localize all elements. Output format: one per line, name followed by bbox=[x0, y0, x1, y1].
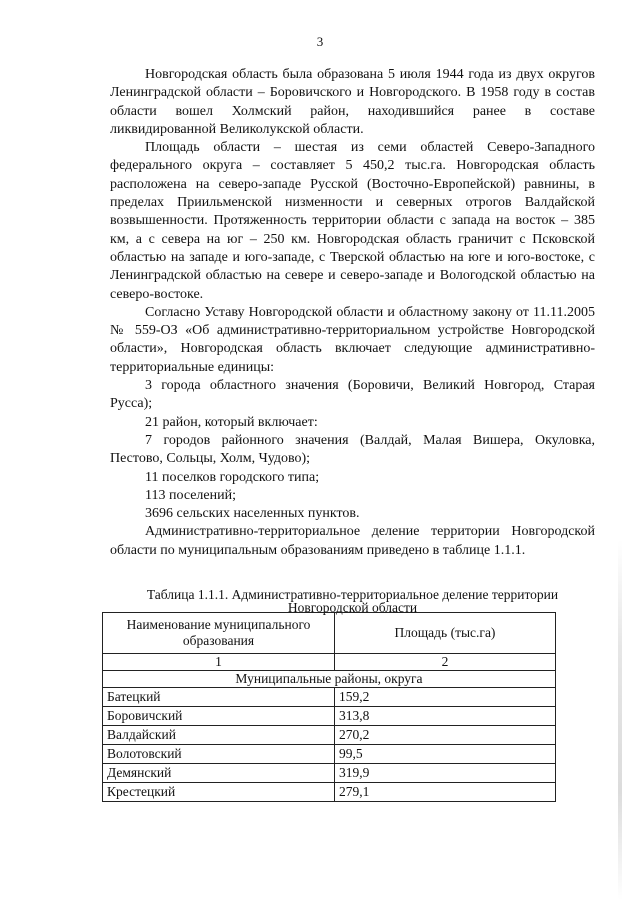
paragraph-charter: Согласно Уставу Новгородской области и областному закону от 11.11.2005 № 559-ОЗ «Об административно-территориальном устройстве Новгородской области», Новгородская область включает следующие административно-территориальные единицы: bbox=[110, 304, 595, 375]
table-row bbox=[103, 726, 556, 745]
table-row bbox=[103, 745, 556, 764]
header-area: Площадь (тыс.га) bbox=[335, 613, 556, 654]
header-name: Наименование муниципального образования bbox=[103, 613, 335, 654]
column-number-row bbox=[103, 654, 556, 671]
row-area: 319,9 bbox=[335, 764, 556, 783]
row-area: 99,5 bbox=[335, 745, 556, 764]
row-area: 313,8 bbox=[335, 707, 556, 726]
column-number-2: 2 bbox=[335, 654, 556, 671]
paragraph-rural-localities: 3696 сельских населенных пунктов. bbox=[145, 506, 360, 522]
municipal-table bbox=[102, 612, 556, 802]
column-number-1: 1 bbox=[103, 654, 335, 671]
row-area: 270,2 bbox=[335, 726, 556, 745]
paragraph-cities: 3 города областного значения (Боровичи, Великий Новгород, Старая Русса); bbox=[110, 378, 595, 412]
paragraph-table-reference: Административно-территориальное деление территории Новгородской области по муниципальным образованиям приведено в таблице 1.1.1. bbox=[110, 524, 595, 558]
scan-edge-shadow bbox=[618, 540, 622, 900]
section-title: Муниципальные районы, округа bbox=[103, 671, 556, 688]
paragraph-districts: 21 район, который включает: bbox=[145, 414, 318, 430]
paragraph-settlements: 113 поселений; bbox=[145, 487, 236, 503]
paragraph-urban-settlements: 11 поселков городского типа; bbox=[145, 469, 320, 485]
paragraph-formation: Новгородская область была образована 5 июля 1944 года из двух округов Ленинградской области – Боровичского и Новгородского. В 1958 году в состав области вошел Холмский район, находившийся ранее в составе ликвидированной Великолукской области. bbox=[110, 67, 595, 137]
page-number: 3 bbox=[316, 34, 324, 49]
table-row bbox=[103, 707, 556, 726]
row-name: Батецкий bbox=[103, 688, 335, 707]
table-caption: Таблица 1.1.1. Административно-территориальное деление территории Новгородской области bbox=[146, 587, 559, 615]
section-row bbox=[103, 671, 556, 688]
row-name: Волотовский bbox=[103, 745, 335, 764]
table-row bbox=[103, 783, 556, 802]
row-name: Демянский bbox=[103, 764, 335, 783]
row-area: 279,1 bbox=[335, 783, 556, 802]
table-row bbox=[103, 764, 556, 783]
row-name: Крестецкий bbox=[103, 783, 335, 802]
row-area: 159,2 bbox=[335, 688, 556, 707]
paragraph-district-towns: 7 городов районного значения (Валдай, Малая Вишера, Окуловка, Пестово, Сольцы, Холм, Чудово); bbox=[110, 432, 595, 467]
paragraph-area: Площадь области – шестая из семи областей Северо-Западного федерального округа – составляет 5 450,2 тыс.га. Новгородская область расположена на северо-западе Русской (Восточно-Европейской) равнины, в пределах Приильменской низменности и северных отрогов Валдайской возвышенности. Протяженность территории области с запада на восток – 385 км, а с севера на юг – 250 км. Новгородская область граничит с Псковской областью на западе и юго-западе, с Тверской областью на юге и юго-востоке, с Ленинградской областью на севере и северо-западе и Вологодской областью на северо-востоке. bbox=[110, 140, 595, 302]
row-name: Боровичский bbox=[103, 707, 335, 726]
table-row bbox=[103, 688, 556, 707]
row-name: Валдайский bbox=[103, 726, 335, 745]
table-header-row bbox=[103, 613, 556, 654]
document-body bbox=[110, 66, 595, 560]
